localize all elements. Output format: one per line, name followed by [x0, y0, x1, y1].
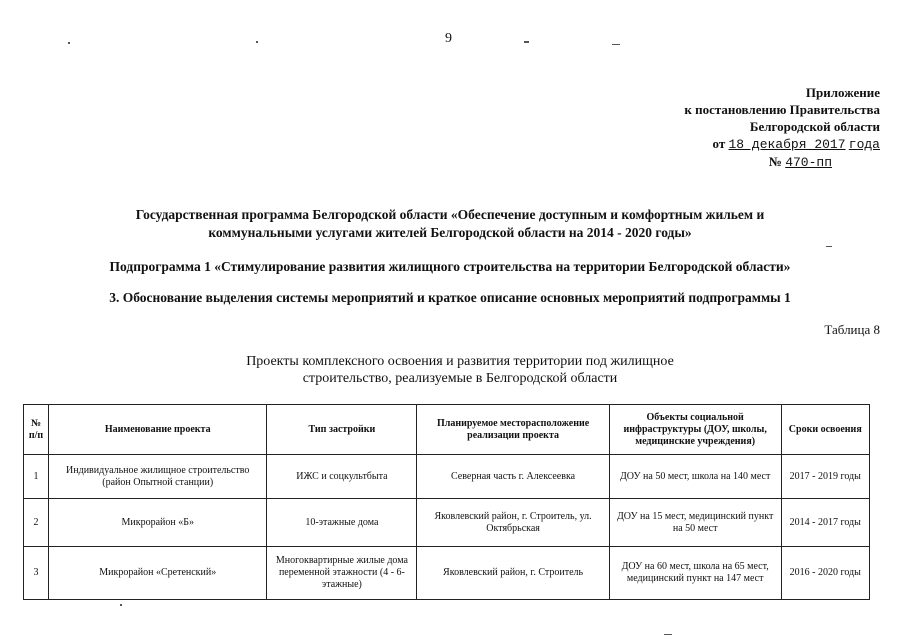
cell-infra: ДОУ на 60 мест, школа на 65 мест, медицинский пункт на 147 мест — [609, 547, 781, 600]
date-suffix: года — [848, 137, 880, 152]
section-title: 3. Обоснование выделения системы мероприятий и краткое описание основных мероприятий подпрограммы 1 — [109, 290, 791, 305]
cell-type: ИЖС и соцкультбыта — [267, 455, 417, 499]
scan-speck — [256, 41, 258, 43]
cell-type: Многоквартирные жилые дома переменной этажности (4 - 6-этажные) — [267, 547, 417, 600]
header-num-line2: п/п — [28, 429, 44, 441]
appendix-date-line — [648, 135, 880, 153]
cell-num: 1 — [24, 455, 49, 499]
scan-speck — [68, 42, 70, 44]
scan-speck — [826, 246, 832, 247]
appendix-region: Белгородской области — [749, 119, 880, 134]
cell-name: Индивидуальное жилищное строительство (район Опытной станции) — [48, 455, 267, 499]
scan-speck — [612, 44, 620, 45]
appendix-resolution: к постановлению Правительства — [684, 102, 880, 117]
scan-speck — [120, 604, 122, 606]
table-row — [24, 547, 870, 600]
cell-terms: 2017 - 2019 годы — [781, 455, 869, 499]
table-caption — [190, 353, 730, 387]
table-number: Таблица 8 — [824, 322, 880, 337]
table-caption-line2: строительство, реализуемые в Белгородской области — [302, 371, 618, 386]
table-header-row — [24, 405, 870, 455]
scan-speck — [524, 41, 529, 43]
cell-name: Микрорайон «Б» — [48, 499, 267, 547]
subprogram-title: Подпрограмма 1 «Стимулирование развития жилищного строительства на территории Белгородской области» — [109, 259, 791, 274]
cell-location: Яковлевский район, г. Строитель — [417, 547, 610, 600]
appendix-number-line — [648, 153, 880, 171]
header-type: Тип застройки — [267, 405, 417, 455]
cell-location: Северная часть г. Алексеевка — [417, 455, 610, 499]
header-name: Наименование проекта — [48, 405, 267, 455]
header-infra: Объекты социальной инфраструктуры (ДОУ, школы, медицинские учреждения) — [609, 405, 781, 455]
program-title-line2: коммунальными услугами жителей Белгородской области на 2014 - 2020 годы» — [208, 225, 692, 240]
page-number: 9 — [445, 31, 452, 46]
date-prefix: от — [712, 136, 726, 151]
appendix-block — [648, 84, 880, 171]
number-prefix: № — [768, 154, 782, 169]
table-row — [24, 499, 870, 547]
cell-infra: ДОУ на 50 мест, школа на 140 мест — [609, 455, 781, 499]
table-row — [24, 455, 870, 499]
cell-type: 10-этажные дома — [267, 499, 417, 547]
scan-speck — [664, 634, 672, 635]
header-location: Планируемое месторасположение реализации проекта — [417, 405, 610, 455]
cell-terms: 2014 - 2017 годы — [781, 499, 869, 547]
cell-infra: ДОУ на 15 мест, медицинский пункт на 50 мест — [609, 499, 781, 547]
cell-num: 3 — [24, 547, 49, 600]
appendix-title: Приложение — [805, 85, 880, 100]
projects-table — [23, 404, 870, 600]
table-caption-line1: Проекты комплексного освоения и развития территории под жилищное — [246, 354, 674, 369]
cell-location: Яковлевский район, г. Строитель, ул. Октябрьская — [417, 499, 610, 547]
program-title — [40, 206, 860, 242]
cell-name: Микрорайон «Сретенский» — [48, 547, 267, 600]
date-value: 18 декабря 2017 — [728, 137, 846, 152]
header-num-line1: № — [30, 417, 42, 429]
cell-num: 2 — [24, 499, 49, 547]
number-value: 470-пп — [785, 155, 832, 170]
program-title-line1: Государственная программа Белгородской области «Обеспечение доступным и комфортным жильем и — [135, 207, 765, 222]
header-terms: Сроки освоения — [781, 405, 869, 455]
cell-terms: 2016 - 2020 годы — [781, 547, 869, 600]
header-num — [24, 405, 49, 455]
